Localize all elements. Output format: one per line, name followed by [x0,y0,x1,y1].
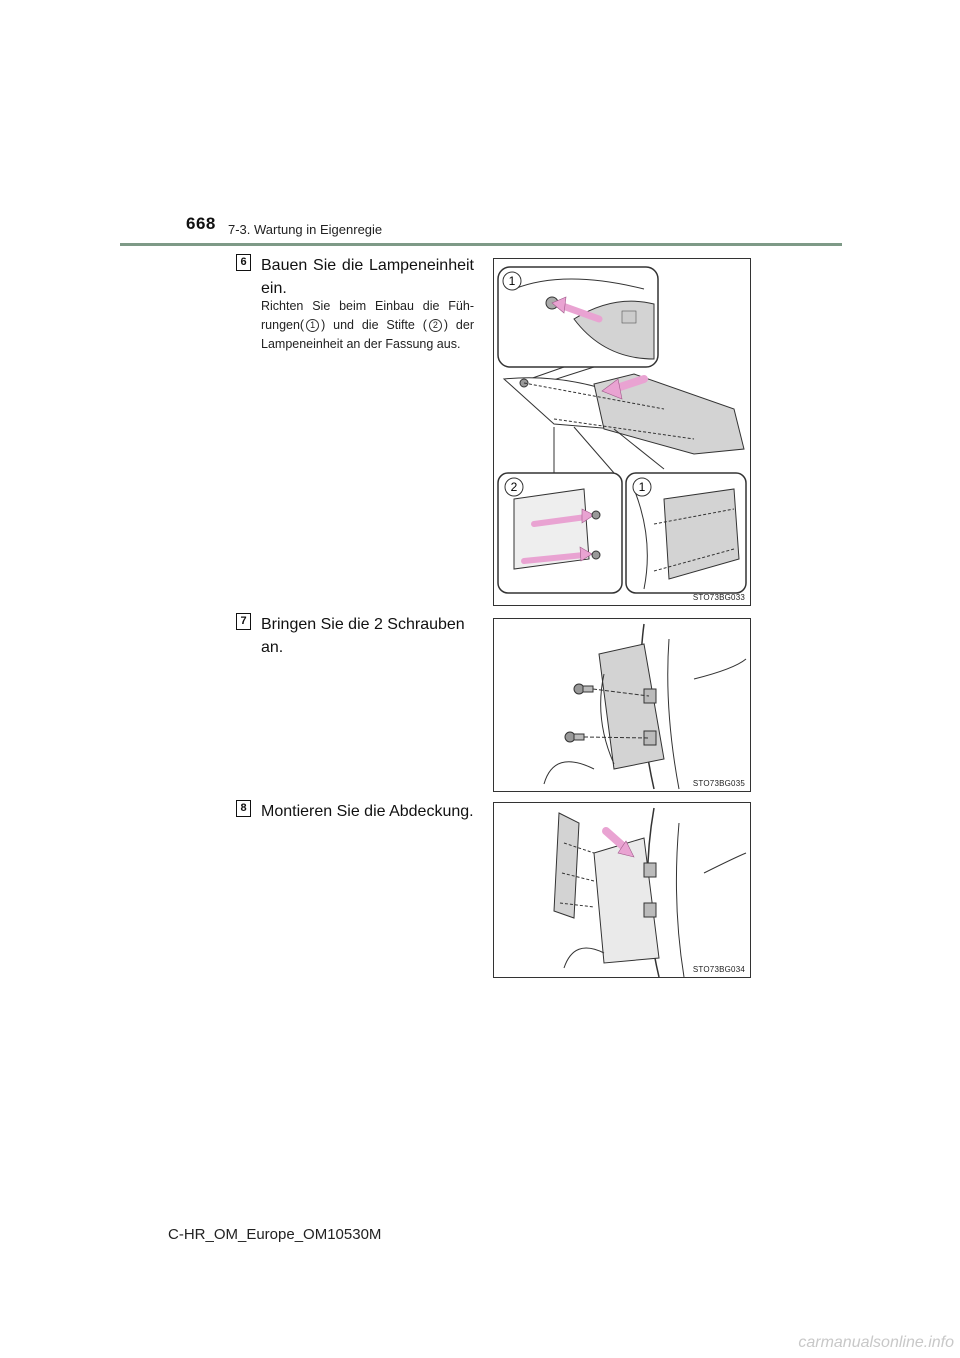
page-number: 668 [186,214,216,233]
callout-ref-2: 2 [429,319,442,332]
step-badge-8: 8 [236,800,251,817]
cover-illustration [494,803,750,977]
document-code: C-HR_OM_Europe_OM10530M [168,1226,382,1243]
step-badge-7: 7 [236,613,251,630]
figure-code: STO73BG034 [692,965,745,974]
step-6-title [261,254,474,300]
step-7-title: Bringen Sie die 2 Schrauben an. [261,616,465,656]
step-6-note-part3: ) der Lampeneinheit an der Fassung aus. [261,318,474,351]
watermark: carmanualsonline.info [798,1334,954,1351]
callout-ref-1: 1 [306,319,319,332]
figure-cover [493,802,751,978]
figure-code: STO73BG035 [692,779,745,788]
figure-callout-1-top: 1 [508,274,516,288]
header-rule [120,243,842,246]
step-8-title: Montieren Sie die Abdeckung. [261,803,474,820]
step-6-note [261,297,474,354]
figure-callout-2: 2 [510,480,518,494]
step-6-title-line2: ein. [261,280,287,297]
figure-code: STO73BG033 [692,593,745,602]
step-badge-6: 6 [236,254,251,271]
screws-illustration [494,619,750,791]
figure-callout-1-bottom: 1 [638,480,646,494]
step-6-note-part1: Richten Sie beim Einbau die Füh-rungen( [261,299,474,332]
step-6-note-part2: ) und die Stifte ( [321,318,427,332]
section-title: 7-3. Wartung in Eigenregie [228,222,383,237]
step-6-title-line1: Bauen Sie die Lampeneinheit [261,257,474,274]
figure-screws [493,618,751,792]
figure-lamp-unit-install [493,258,751,606]
lamp-unit-illustration [494,259,750,605]
